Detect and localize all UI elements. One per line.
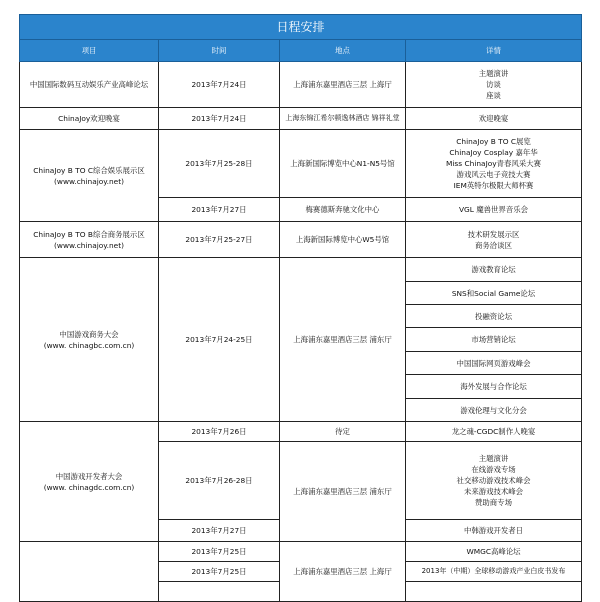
- time-cell: 2013年7月26日: [159, 422, 280, 442]
- place-cell: 上海东锦江希尔顿逸林酒店 锦祥礼堂: [280, 108, 406, 130]
- table-row: [20, 258, 582, 282]
- time-cell: 2013年7月27日: [159, 198, 280, 222]
- details-cell: [406, 582, 582, 602]
- place-cell: 上海新国际博览中心N1-N5号馆: [280, 130, 406, 198]
- details-cell: 中国国际网页游戏峰会: [406, 352, 582, 375]
- time-cell: [159, 582, 280, 602]
- project-cell: [20, 130, 159, 222]
- header-place: 地点: [280, 40, 406, 62]
- details-cell: [406, 222, 582, 258]
- schedule-table: [19, 14, 582, 602]
- details-cell: 海外发展与合作论坛: [406, 375, 582, 399]
- place-cell: 上海浦东嘉里酒店三层 上海厅: [280, 542, 406, 602]
- place-cell: 上海浦东嘉里酒店三层 浦东厅: [280, 442, 406, 542]
- detail-line: 技术研发展示区: [467, 229, 520, 239]
- detail-line: ChinaJoy B TO C展览: [456, 137, 531, 146]
- table-row: [20, 542, 582, 562]
- time-cell: 2013年7月24日: [159, 62, 280, 108]
- schedule-wrapper: [19, 14, 581, 602]
- detail-line: 赞助商专场: [475, 498, 512, 507]
- detail-line: 访谈: [486, 80, 501, 89]
- project-name: ChinaJoy B TO C综合娱乐展示区: [33, 165, 145, 175]
- table-row: [20, 62, 582, 108]
- detail-line: 在线游戏专场: [471, 465, 516, 474]
- place-cell: 上海浦东嘉里酒店三层 浦东厅: [280, 258, 406, 422]
- project-cell: [20, 542, 159, 602]
- project-website: (www. chinagbc.com.cn): [43, 340, 135, 350]
- header-row: [20, 40, 582, 62]
- detail-line: Miss ChinaJoy青春风采大赛: [446, 159, 542, 168]
- details-cell: 游戏教育论坛: [406, 258, 582, 282]
- project-cell: [20, 222, 159, 258]
- place-cell: 待定: [280, 422, 406, 442]
- details-cell: SNS和Social Game论坛: [406, 282, 582, 305]
- place-cell: 梅赛德斯奔驰文化中心: [280, 198, 406, 222]
- table-row: [20, 222, 582, 258]
- detail-line: 座谈: [486, 91, 501, 100]
- details-cell: [406, 62, 582, 108]
- table-row: [20, 108, 582, 130]
- details-cell: WMGC高峰论坛: [406, 542, 582, 562]
- time-cell: 2013年7月26-28日: [159, 442, 280, 520]
- project-cell: [20, 422, 159, 542]
- time-cell: 2013年7月24日: [159, 108, 280, 130]
- time-cell: 2013年7月25日: [159, 562, 280, 582]
- table-row: [20, 422, 582, 442]
- details-cell: 2013年（中期）全球移动游戏产业白皮书发布: [406, 562, 582, 582]
- project-name: ChinaJoy B TO B综合商务展示区: [33, 229, 145, 239]
- header-time: 时间: [159, 40, 280, 62]
- details-cell: [406, 442, 582, 520]
- details-cell: 游戏伦理与文化分会: [406, 399, 582, 422]
- time-cell: 2013年7月25日: [159, 542, 280, 562]
- header-project: 项目: [20, 40, 159, 62]
- table-row: [20, 130, 582, 198]
- detail-line: 主题演讲: [478, 69, 509, 78]
- project-name: 中国游戏开发者大会: [55, 471, 123, 481]
- details-cell: 投融资论坛: [406, 305, 582, 328]
- project-cell: ChinaJoy欢迎晚宴: [20, 108, 159, 130]
- details-cell: 欢迎晚宴: [406, 108, 582, 130]
- header-details: 详情: [406, 40, 582, 62]
- detail-line: 商务洽谈区: [475, 240, 512, 250]
- details-cell: 龙之魂-CGDC制作人晚宴: [406, 422, 582, 442]
- detail-line: 未来游戏技术峰会: [463, 487, 524, 496]
- details-cell: 中韩游戏开发者日: [406, 520, 582, 542]
- time-cell: 2013年7月24-25日: [159, 258, 280, 422]
- place-cell: 上海新国际博览中心W5号馆: [280, 222, 406, 258]
- detail-line: ChinaJoy Cosplay 嘉年华: [449, 148, 538, 157]
- time-cell: 2013年7月25-27日: [159, 222, 280, 258]
- detail-line: 游戏风云电子竞技大赛: [456, 170, 531, 179]
- time-cell: 2013年7月25-28日: [159, 130, 280, 198]
- time-cell: 2013年7月27日: [159, 520, 280, 542]
- place-cell: 上海浦东嘉里酒店三层 上海厅: [280, 62, 406, 108]
- project-name: 中国游戏商务大会: [59, 329, 119, 339]
- project-website: (www. chinagdc.com.cn): [43, 482, 135, 492]
- detail-line: IEM英特尔极限大师杯赛: [453, 181, 534, 190]
- table-title: 日程安排: [20, 15, 582, 40]
- details-cell: VGL 魔兽世界音乐会: [406, 198, 582, 222]
- project-cell: 中国国际数码互动娱乐产业高峰论坛: [20, 62, 159, 108]
- detail-line: 主题演讲: [478, 454, 509, 463]
- project-website: (www.chinajoy.net): [54, 240, 124, 250]
- details-cell: 市场营销论坛: [406, 328, 582, 352]
- details-cell: [406, 130, 582, 198]
- project-cell: [20, 258, 159, 422]
- detail-line: 社交移动游戏技术峰会: [456, 476, 531, 485]
- project-website: (www.chinajoy.net): [54, 176, 124, 186]
